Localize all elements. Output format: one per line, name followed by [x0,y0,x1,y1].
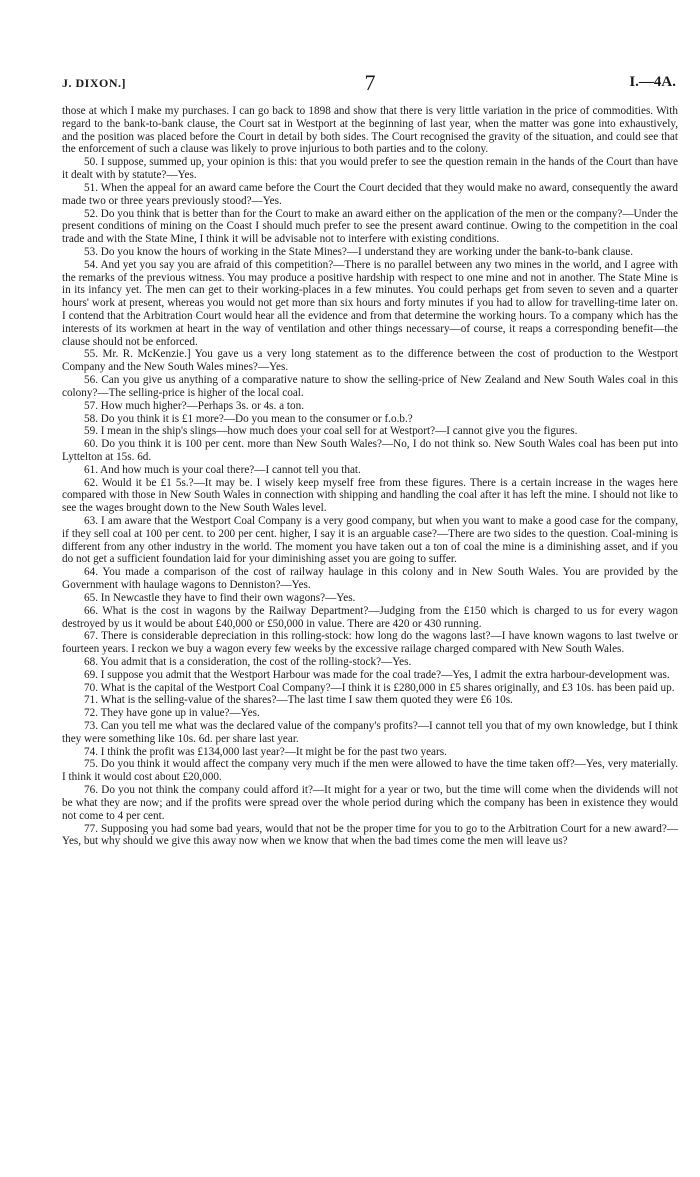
paragraph: 56. Can you give us anything of a comparative nature to show the selling-price of New Zealand and New South Wales coal in this colony?—The selling-price is higher of the local coal. [62,374,678,399]
paragraph: 77. Supposing you had some bad years, would that not be the proper time for you to go to the Arbitration Court for a new award?—Yes, but why should we give this away now when we know that when the bad times come the men will leave us? [62,822,678,848]
paragraph: 68. You admit that is a consideration, the cost of the rolling-stock?—Yes. [84,655,412,668]
paragraph: 60. Do you think it is 100 per cent. more than New South Wales?—No, I do not think so. New South Wales coal has been put into Lyttelton at 15s. 6d. [62,438,678,463]
paragraph: 70. What is the capital of the Westport Coal Company?—I think it is £280,000 in £5 shares originally, and £3 10s. has been paid up. [84,681,675,694]
paragraph: 67. There is considerable depreciation in this rolling-stock: how long do the wagons last?—I have known wagons to last twelve or fourteen years. I reckon we buy a wagon every few weeks by the excessive railage charged compared with New South Wales. [62,630,678,656]
paragraph: 66. What is the cost in wagons by the Railway Department?—Judging from the £150 which is charged to us for every wagon destroyed by us it would be about £40,000 or £50,000 in value. There are 420 or 430 running. [62,604,678,630]
paragraph: 59. I mean in the ship's slings—how much does your coal sell for at Westport?—I cannot give you the figures. [84,425,578,438]
paragraph: 57. How much higher?—Perhaps 3s. or 4s. a ton. [84,399,304,412]
paragraph: 71. What is the selling-value of the shares?—The last time I saw them quoted they were £6 10s. [84,694,513,707]
page-number: 7 [364,70,376,95]
paragraph: 72. They have gone up in value?—Yes. [84,707,260,720]
paragraph: 53. Do you know the hours of working in the State Mines?—I understand they are working under the bank-to-bank clause. [84,245,633,258]
paragraph: 69. I suppose you admit that the Westport Harbour was made for the coal trade?—Yes, I admit the extra harbour-development was. [84,668,670,681]
paragraph: 61. And how much is your coal there?—I cannot tell you that. [84,463,361,476]
paragraph: 58. Do you think it is £1 more?—Do you mean to the consumer or f.o.b.? [84,412,413,425]
paragraph: 54. And yet you say you are afraid of this competition?—There is no parallel between any two mines in the world, and I agree with the remarks of the previous witness. You may produce a positive hardship with respect to one mine and not in another. The State Mine is in its infancy yet. The men can get to their working-places in a few minutes. You could perhaps get from seven to seven and a quarter hours' work at present, whereas you would not get more than six hours and forty minutes if you had to allow for travelling-time later on. I contend that the Arbitration Court would hear all the evidence and from that determine the working hours. To a company which has the interests of its workmen at heart in the way of ventilation and other things necessary—of course, it reaps a corresponding benefit—the clause should not be enforced. [62,258,678,348]
paragraph: 51. When the appeal for an award came before the Court the Court decided that they would make no award, consequently the award made two or three years previously stood?—Yes. [62,181,678,207]
paragraph: 52. Do you think that is better than for the Court to make an award either on the application of the men or the company?—Under the present conditions of mining on the Coast I should much prefer to see the present award continue. Owing to the competition in the coal trade and with the State Mine, I think it will be advisable not to interfere with existing conditions. [62,207,678,246]
paragraph: 62. Would it be £1 5s.?—It may be. I wisely keep myself free from these figures. There is a certain increase in the wages here compared with those in New South Wales in connection with shipping and handling the coal after it has left the mine. I should not like to see the wages brought down to the New South Wales level. [62,476,678,515]
paragraph: 75. Do you think it would affect the company very much if the men were allowed to have the time taken off?—Yes, very materially. I think it would cost about £20,000. [62,758,678,784]
paragraph: 65. In Newcastle they have to find their own wagons?—Yes. [84,591,356,604]
paragraph: 73. Can you tell me what was the declared value of the company's profits?—I cannot tell you that of my own knowledge, but I think they were something like 10s. 6d. per share last year. [62,720,678,745]
paragraph: those at which I make my purchases. I can go back to 1898 and show that there is very little variation in the price of commodities. With regard to the bank-to-bank clause, the Court sat in Westport at the beginning of last year, when the matter was gone into exhaustively, and the position was placed before the Court in detail by both sides. The Court recognised the gravity of the situation, and could see that the enforcement of such a clause was likely to prove injurious to both parties and to the colony. [62,105,678,156]
paragraph: 63. I am aware that the Westport Coal Company is a very good company, but when you want to make a good case for the company, if they sell coal at 100 per cent. to 200 per cent. higher, I say it is an arguable case?—There are two sides to the question. Coal-mining is different from any other industry in the world. The moment you have taken out a ton of coal the mine is a diminishing asset, and if you do not get a sufficient foundation laid for your diminishing asset you are going to suffer. [62,515,678,566]
paragraph: 55. Mr. R. McKenzie.] You gave us a very long statement as to the difference between the cost of production to the Westport Company and the New South Wales mines?—Yes. [62,348,678,374]
paragraph: 76. Do you not think the company could afford it?—It might for a year or two, but the time will come when the dividends will not be what they are now; and if the profits were spread over the whole period during which the company has been in existence they would not come to 4 per cent. [62,784,678,822]
paragraph: 50. I suppose, summed up, your opinion is this: that you would prefer to see the question remain in the hands of the Court than have it dealt with by statute?—Yes. [62,156,678,182]
document-reference: I.—4A. [629,74,676,90]
paragraph: 74. I think the profit was £134,000 last year?—It might be for the past two years. [84,745,447,758]
witness-name: J. DIXON.] [62,76,126,90]
page-header [62,62,678,102]
document-body [62,105,678,848]
paragraph: 64. You made a comparison of the cost of railway haulage in this colony and in New South Wales. You are provided by the Government with haulage wagons to Denniston?—Yes. [62,566,678,592]
